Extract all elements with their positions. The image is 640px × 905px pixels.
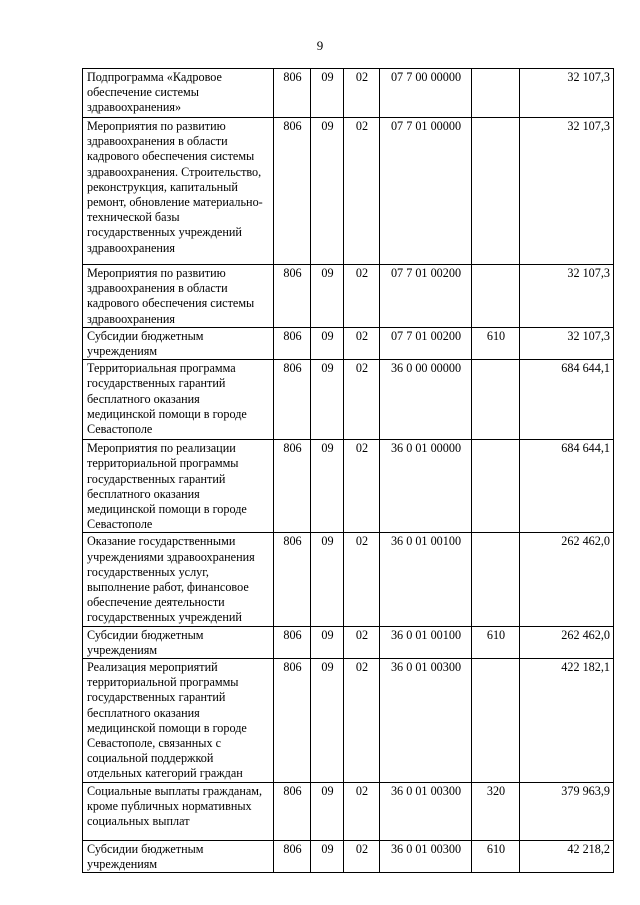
item-name-cell: Субсидии бюджетным учреждениям xyxy=(83,626,274,658)
expense-type-cell: 320 xyxy=(472,782,520,840)
expense-type-cell xyxy=(472,659,520,783)
subsection-code-cell: 02 xyxy=(344,69,380,118)
amount-cell: 32 107,3 xyxy=(520,327,614,359)
target-article-cell: 36 0 01 00100 xyxy=(380,533,472,626)
subsection-code-cell: 02 xyxy=(344,533,380,626)
table-row xyxy=(83,782,614,840)
subsection-code-cell: 02 xyxy=(344,265,380,328)
expense-type-cell xyxy=(472,118,520,265)
ministry-code-cell: 806 xyxy=(274,440,311,533)
item-name-cell: Реализация мероприятий территориальной программы государственных гарантий бесплатного оказания медицинской помощи в городе Севастополе, связанных с социальной поддержкой отдельных категорий граждан xyxy=(83,659,274,783)
table-row xyxy=(83,327,614,359)
ministry-code-cell: 806 xyxy=(274,69,311,118)
section-code-cell: 09 xyxy=(311,360,344,440)
section-code-cell: 09 xyxy=(311,782,344,840)
item-name-cell: Мероприятия по развитию здравоохранения в области кадрового обеспечения системы здравоохранения xyxy=(83,265,274,328)
subsection-code-cell: 02 xyxy=(344,659,380,783)
target-article-cell: 07 7 00 00000 xyxy=(380,69,472,118)
amount-cell: 379 963,9 xyxy=(520,782,614,840)
section-code-cell: 09 xyxy=(311,265,344,328)
expense-type-cell xyxy=(472,533,520,626)
budget-table xyxy=(82,68,614,873)
table-row xyxy=(83,659,614,783)
table-row xyxy=(83,840,614,872)
table-row xyxy=(83,440,614,533)
section-code-cell: 09 xyxy=(311,533,344,626)
item-name-cell: Субсидии бюджетным учреждениям xyxy=(83,327,274,359)
ministry-code-cell: 806 xyxy=(274,659,311,783)
target-article-cell: 07 7 01 00000 xyxy=(380,118,472,265)
target-article-cell: 36 0 01 00300 xyxy=(380,782,472,840)
item-name-cell: Подпрограмма «Кадровое обеспечение системы здравоохранения» xyxy=(83,69,274,118)
expense-type-cell: 610 xyxy=(472,626,520,658)
section-code-cell: 09 xyxy=(311,118,344,265)
amount-cell: 422 182,1 xyxy=(520,659,614,783)
subsection-code-cell: 02 xyxy=(344,360,380,440)
amount-cell: 32 107,3 xyxy=(520,118,614,265)
section-code-cell: 09 xyxy=(311,840,344,872)
target-article-cell: 07 7 01 00200 xyxy=(380,265,472,328)
item-name-cell: Оказание государственными учреждениями здравоохранения государственных услуг, выполнение работ, финансовое обеспечение деятельности государственных учреждений xyxy=(83,533,274,626)
target-article-cell: 36 0 01 00300 xyxy=(380,840,472,872)
item-name-cell: Социальные выплаты гражданам, кроме публичных нормативных социальных выплат xyxy=(83,782,274,840)
item-name-cell: Субсидии бюджетным учреждениям xyxy=(83,840,274,872)
amount-cell: 262 462,0 xyxy=(520,533,614,626)
subsection-code-cell: 02 xyxy=(344,626,380,658)
subsection-code-cell: 02 xyxy=(344,440,380,533)
expense-type-cell: 610 xyxy=(472,840,520,872)
amount-cell: 42 218,2 xyxy=(520,840,614,872)
amount-cell: 32 107,3 xyxy=(520,265,614,328)
table-row xyxy=(83,118,614,265)
amount-cell: 684 644,1 xyxy=(520,360,614,440)
ministry-code-cell: 806 xyxy=(274,626,311,658)
ministry-code-cell: 806 xyxy=(274,360,311,440)
expense-type-cell xyxy=(472,360,520,440)
subsection-code-cell: 02 xyxy=(344,327,380,359)
ministry-code-cell: 806 xyxy=(274,840,311,872)
section-code-cell: 09 xyxy=(311,69,344,118)
item-name-cell: Территориальная программа государственных гарантий бесплатного оказания медицинской помощи в городе Севастополе xyxy=(83,360,274,440)
amount-cell: 32 107,3 xyxy=(520,69,614,118)
target-article-cell: 36 0 01 00100 xyxy=(380,626,472,658)
table-row xyxy=(83,626,614,658)
expense-type-cell xyxy=(472,69,520,118)
target-article-cell: 07 7 01 00200 xyxy=(380,327,472,359)
target-article-cell: 36 0 01 00000 xyxy=(380,440,472,533)
expense-type-cell xyxy=(472,265,520,328)
ministry-code-cell: 806 xyxy=(274,782,311,840)
subsection-code-cell: 02 xyxy=(344,840,380,872)
ministry-code-cell: 806 xyxy=(274,533,311,626)
table-row xyxy=(83,360,614,440)
table-row xyxy=(83,265,614,328)
target-article-cell: 36 0 01 00300 xyxy=(380,659,472,783)
ministry-code-cell: 806 xyxy=(274,327,311,359)
amount-cell: 262 462,0 xyxy=(520,626,614,658)
section-code-cell: 09 xyxy=(311,659,344,783)
section-code-cell: 09 xyxy=(311,327,344,359)
section-code-cell: 09 xyxy=(311,626,344,658)
ministry-code-cell: 806 xyxy=(274,265,311,328)
subsection-code-cell: 02 xyxy=(344,782,380,840)
amount-cell: 684 644,1 xyxy=(520,440,614,533)
subsection-code-cell: 02 xyxy=(344,118,380,265)
expense-type-cell xyxy=(472,440,520,533)
item-name-cell: Мероприятия по реализации территориальной программы государственных гарантий бесплатного оказания медицинской помощи в городе Севастополе xyxy=(83,440,274,533)
table-body xyxy=(83,69,614,873)
page-number: 9 xyxy=(316,38,324,53)
ministry-code-cell: 806 xyxy=(274,118,311,265)
table-row xyxy=(83,533,614,626)
target-article-cell: 36 0 00 00000 xyxy=(380,360,472,440)
expense-type-cell: 610 xyxy=(472,327,520,359)
table-row xyxy=(83,69,614,118)
item-name-cell: Мероприятия по развитию здравоохранения в области кадрового обеспечения системы здравоохранения. Строительство, реконструкция, капитальный ремонт, обновление материально-технической базы государственных учреждений здравоохранения xyxy=(83,118,274,265)
section-code-cell: 09 xyxy=(311,440,344,533)
